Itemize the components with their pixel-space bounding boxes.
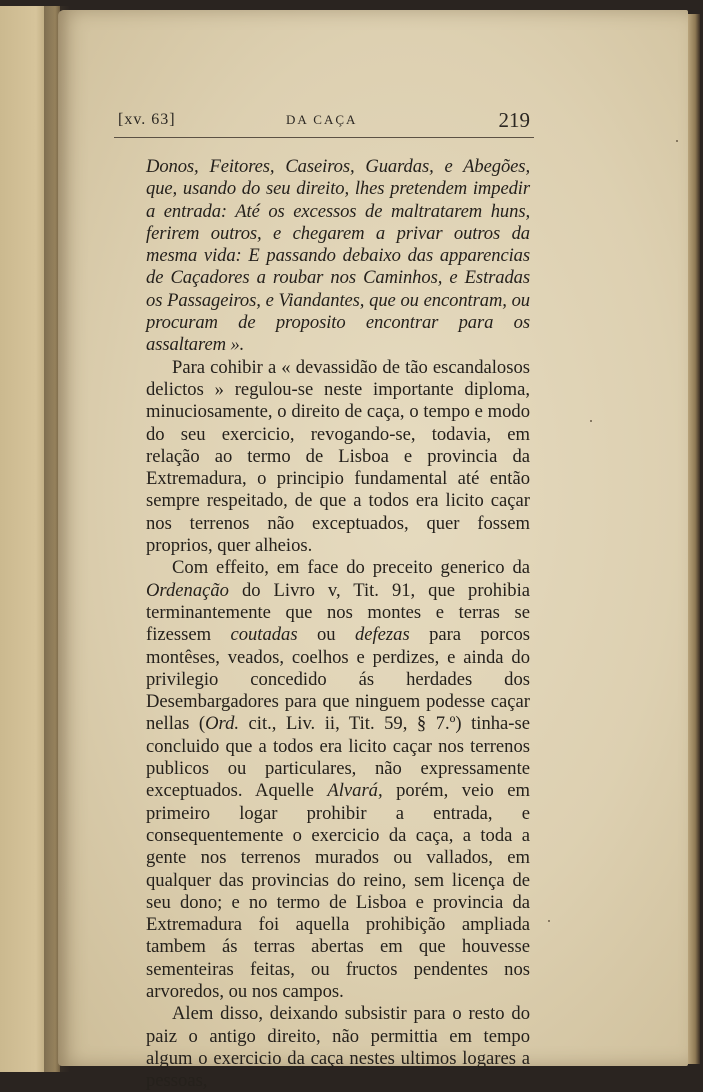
p2-italic-ordenacao: Ordenação [146,579,229,601]
right-page-edge [688,14,700,1064]
book-gutter [44,6,70,1072]
paper-speck [590,420,592,422]
quoted-passage: Donos, Feitores, Caseiros, Guardas, e Abegões, que, usando do seu direito, lhes pretendem impedir a entrada: Até os excessos de maltratarem huns, ferirem outros, e chegarem a privar outros da mesma vida: E passando debaixo das apparencias de Caçadores a roubar nos Caminhos, e Estradas os Passageiros, e Viandantes, que ou encontram, ou procuram de proposito encontrar para os assaltarem ». [146,156,530,356]
p2-text-f: porém, veio em primeiro logar prohibir a entrada, e consequentemente o exercicio da caça, a toda a gente nos terrenos murados ou vallados, em qualquer das provincias do reino, sem licença de seu dono; e no termo de Lisboa e provincia da Extremadura foi aquella prohibição ampliada tambem ás terras abertas em que houvesse sementeiras feitas, ou fructos pendentes nos arvoredos, ou nos campos. [146,780,530,1002]
section-title: DA CAÇA [286,112,358,127]
p2-text-d: para porcos montêses, veados, coelhos e perdizes, e ainda do privilegio concedido ás herdades dos Desembargadores para que ninguem podesse caçar nellas ( [146,624,531,735]
header-rule [114,137,534,138]
paragraph-3: Alem disso, deixando subsistir para o resto do paiz o antigo direito, não permittia em tempo algum o exercicio da caça nestes ultimos logares a pessoas, [146,1003,530,1092]
p2-text-c: ou [297,624,355,646]
p2-italic-coutadas: coutadas [230,624,298,646]
paragraph-1: Para cohibir a « devassidão de tão escandalosos delictos » regulou-se neste importante diploma, minuciosamente, o direito de caça, o tempo e modo do seu exercicio, revogando-se, todavia, em relação ao termo de Lisboa e provincia da Extremadura, o principio fundamental até então sempre respeitado, de que a todos era licito caçar nos terrenos não exceptuados, quer fossem proprios, quer alheios. [146,356,530,557]
p2-italic-defezas: defezas [354,624,410,646]
p2-text-a: Com effeito, em face do preceito generico da [172,557,530,579]
page-number: 219 [498,108,530,132]
paragraph-2 [146,557,530,1003]
p2-italic-ord: Ord. [205,713,240,735]
paper-speck [676,140,678,142]
chapter-reference: [xv. 63] [118,111,176,128]
running-head [118,108,530,132]
page-body [146,156,530,1092]
p2-italic-alvara: Alvará, [327,780,383,802]
paper-speck [548,920,550,922]
p2-text-b: do Livro v, Tit. 91, que prohibia terminantemente que nos montes e terras se fizessem [146,579,530,646]
p2-text-e: cit., Liv. ii, Tit. 59, § 7.º) tinha-se concluido que a todos era licito caçar nos terrenos publicos ou particulares, não expressamente exceptuados. Aquelle [146,713,530,802]
